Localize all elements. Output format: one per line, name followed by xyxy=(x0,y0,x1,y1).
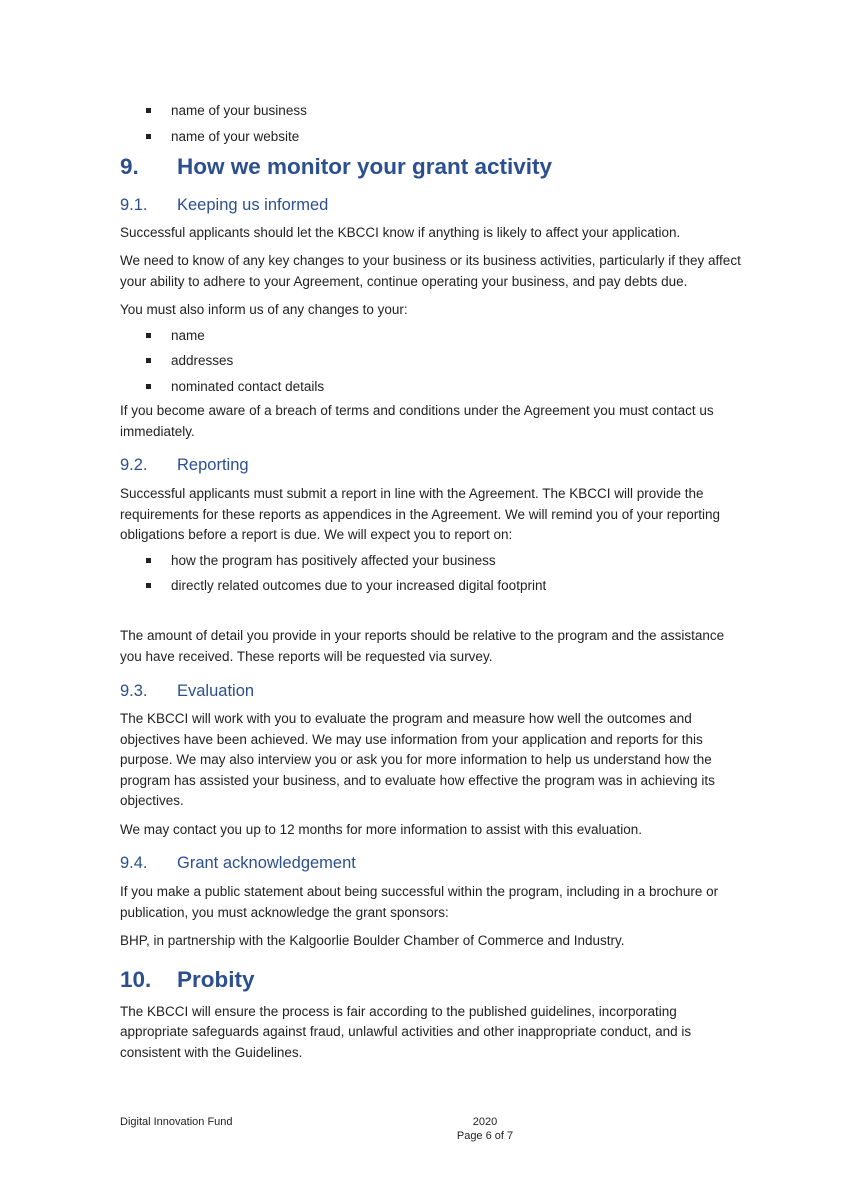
section-title: Probity xyxy=(177,966,255,992)
list-item: how the program has positively affected your business xyxy=(120,551,748,571)
section-9-4-heading xyxy=(120,852,748,874)
section-number: 9.1. xyxy=(120,195,148,214)
paragraph: The amount of detail you provide in your reports should be relative to the program and the assistance you have received. These reports will be requested via survey. xyxy=(120,628,725,664)
section-number: 9.4. xyxy=(120,854,148,872)
list-item: name xyxy=(120,326,748,346)
paragraph: If you make a public statement about being successful within the program, including in a brochure or publication, you must acknowledge the grant sponsors: xyxy=(120,884,719,920)
section-title: Keeping us informed xyxy=(177,195,329,214)
section-number: 10. xyxy=(120,966,152,992)
footer-page-info xyxy=(445,1115,525,1143)
changes-bullet-list xyxy=(120,326,748,397)
paragraph: We need to know of any key changes to your business or its business activities, particularly if they affect your ability to adhere to your Agreement, continue operating your business, and pay debts due. xyxy=(120,253,741,289)
report-bullet-list xyxy=(120,551,748,597)
page-content xyxy=(120,100,748,1063)
top-bullet-list xyxy=(120,101,748,147)
section-9-1-heading xyxy=(120,194,748,216)
paragraph: Successful applicants should let the KBCCI know if anything is likely to affect your application. xyxy=(120,224,681,240)
paragraph: BHP, in partnership with the Kalgoorlie Boulder Chamber of Commerce and Industry. xyxy=(120,933,625,948)
section-number: 9.3. xyxy=(120,682,148,700)
section-9-2-heading xyxy=(120,454,748,476)
list-item: addresses xyxy=(120,351,748,371)
section-title: Reporting xyxy=(177,456,249,474)
section-9-heading xyxy=(120,153,748,181)
section-title: Evaluation xyxy=(177,682,255,700)
section-number: 9.2. xyxy=(120,456,148,474)
footer-year: 2020 xyxy=(472,1116,498,1128)
paragraph: The KBCCI will work with you to evaluate the program and measure how well the outcomes and objectives have been achieved. We may use information from your application and reports for this purpose. We may also interview you or ask you for more information to help us understand how the program has assisted your business, and to evaluate how effective the program was in achieving its objectives. xyxy=(120,711,715,808)
footer-document-title: Digital Innovation Fund xyxy=(120,1116,233,1128)
list-item: name of your website xyxy=(120,127,748,147)
list-item: directly related outcomes due to your increased digital footprint xyxy=(120,576,748,596)
section-number: 9. xyxy=(120,153,139,179)
section-9-3-heading xyxy=(120,680,748,702)
section-title: How we monitor your grant activity xyxy=(177,153,553,179)
paragraph: If you become aware of a breach of terms and conditions under the Agreement you must contact us immediately. xyxy=(120,403,714,439)
list-item: name of your business xyxy=(120,101,748,121)
paragraph: The KBCCI will ensure the process is fair according to the published guidelines, incorporating appropriate safeguards against fraud, unlawful activities and other inappropriate conduct, and is consistent with the Guidelines. xyxy=(120,1003,692,1060)
section-title: Grant acknowledgement xyxy=(177,854,356,872)
section-10-heading xyxy=(120,966,748,994)
footer-page-number: Page 6 of 7 xyxy=(456,1130,514,1142)
paragraph: Successful applicants must submit a report in line with the Agreement. The KBCCI will provide the requirements for these reports as appendices in the Agreement. We will remind you of your reporting obligations before a report is due. We will expect you to report on: xyxy=(120,486,721,542)
paragraph: You must also inform us of any changes to your: xyxy=(120,302,408,317)
paragraph: We may contact you up to 12 months for more information to assist with this evaluation. xyxy=(120,821,642,837)
list-item: nominated contact details xyxy=(120,377,748,397)
